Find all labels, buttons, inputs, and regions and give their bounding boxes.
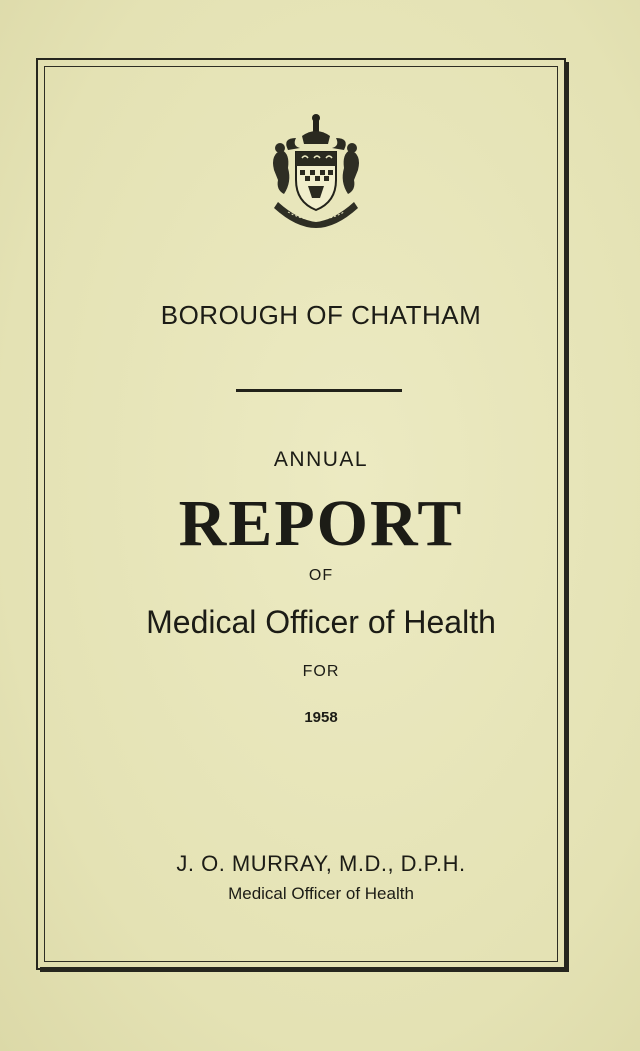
author-title: Medical Officer of Health <box>228 884 414 903</box>
report-title: REPORT <box>178 487 464 560</box>
report-year: 1958 <box>304 709 338 726</box>
divider-rule <box>236 389 402 392</box>
for-label: FOR <box>302 663 340 680</box>
borough-coat-of-arms-icon <box>268 110 364 230</box>
author-name: J. O. MURRAY, M.D., D.P.H. <box>176 851 466 876</box>
borough-heading: BOROUGH OF CHATHAM <box>160 300 482 330</box>
annual-label: ANNUAL <box>273 448 369 471</box>
subject-heading: Medical Officer of Health <box>146 604 496 640</box>
border-shadow-bottom <box>40 967 569 972</box>
show-through-text <box>150 34 480 49</box>
of-label: OF <box>308 567 334 584</box>
